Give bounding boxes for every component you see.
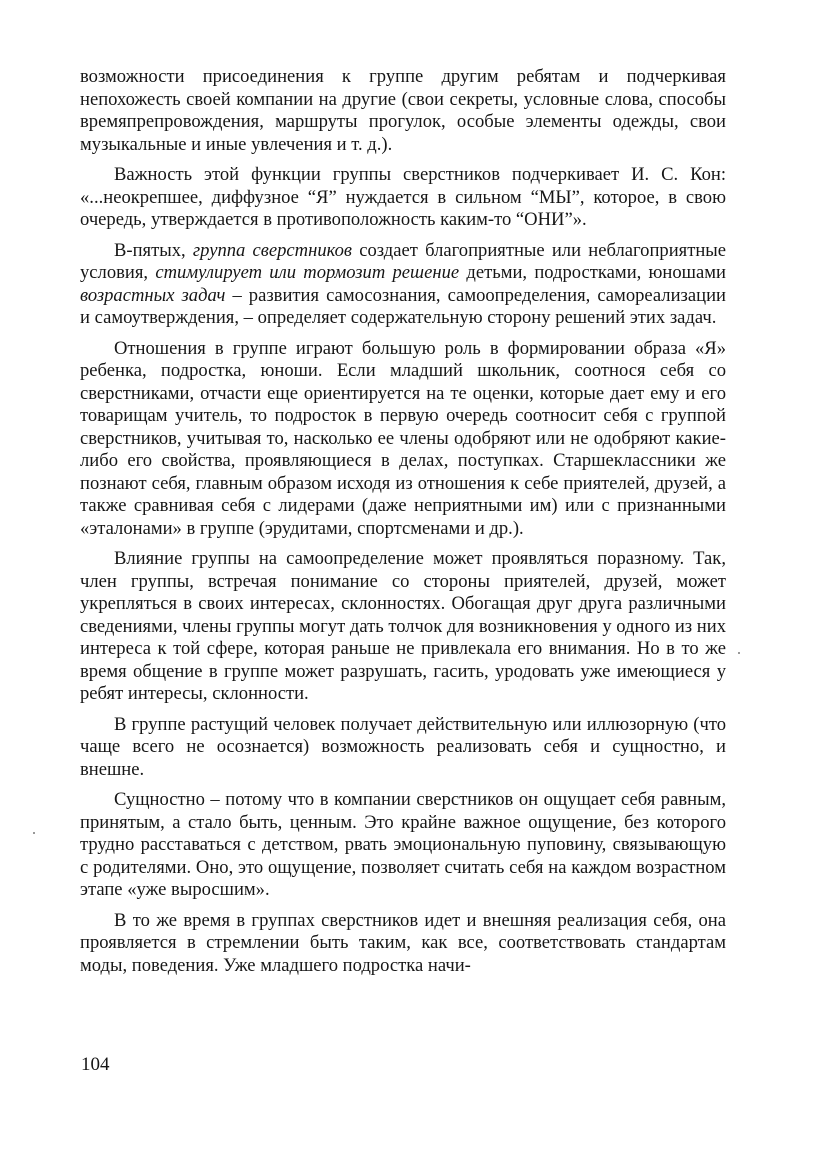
paragraph xyxy=(80,164,726,232)
paragraph xyxy=(80,714,726,782)
page-text xyxy=(80,66,726,977)
paragraph xyxy=(80,240,726,330)
text-run: возможности присоединения к группе другим ребятам и подчеркивая непохожесть своей компании на другие (свои секреты, условные слова, способы времяпрепровождения, маршруты прогулок, особые элементы одежды, свои музыкальные и иные увлечения и т. д.). xyxy=(80,66,726,155)
text-run: В группе растущий человек получает действительную или иллюзорную (что чаще всего не осознается) возможность реализовать себя и сущностно, и внешне. xyxy=(80,713,726,780)
text-run: детьми, подростками, юношами xyxy=(459,262,726,283)
paragraph xyxy=(80,66,726,156)
paragraph xyxy=(80,910,726,978)
italic-phrase: группа сверстников xyxy=(192,239,352,261)
paragraph xyxy=(80,338,726,541)
text-run: Сущностно – потому что в компании сверстников он ощущает себя равным, принятым, а стало быть, ценным. Это крайне важное ощущение, без которого трудно расставаться с детством, рвать эмоциональную пуповину, связывающую с родителями. Оно, это ощущение, позволяет считать себя на каждом возрастном этапе «уже выросшим». xyxy=(80,789,726,900)
italic-phrase: стимулирует или тормозит решение xyxy=(155,262,460,283)
text-run: – развития самосознания, самоопределения, самореализации и самоутверждения, – определяет содержательную сторону решений этих задач. xyxy=(80,284,726,328)
italic-phrase: возрастных задач xyxy=(80,284,226,306)
paragraph xyxy=(80,548,726,706)
text-run: В то же время в группах сверстников идет и внешняя реализация себя, она проявляется в стремлении быть таким, как все, соответствовать стандартам моды, поведения. Уже младшего подростка начи- xyxy=(80,909,726,976)
text-run: Важность этой функции группы сверстников подчеркивает И. С. Кон: «...неокрепшее, диффузное “Я” нуждается в сильном “МЫ”, которое, в свою очередь, утверждается в противоположность каким-то “ОНИ”». xyxy=(80,164,726,230)
text-run: Влияние группы на самоопределение может проявляться поразному. Так, член группы, встречая понимание со стороны приятелей, друзей, может укрепляться в своих интересах, склонностях. Обогащая друг друга различными сведениями, члены группы могут дать толчок для возникновения у одного из них интереса к той сфере, которая раньше не привлекала его внимания. Но в то же время общение в группе может разрушать, гасить, уродовать уже имеющиеся у ребят интересы, склонности. xyxy=(80,548,726,704)
page-number: 104 xyxy=(81,1054,110,1075)
scan-speck xyxy=(33,832,35,834)
text-run: создает благоприятные или неблагоприятные условия, xyxy=(80,239,727,283)
scan-speck xyxy=(738,652,740,654)
text-run: В-пятых, xyxy=(114,239,193,261)
paragraph xyxy=(80,789,726,902)
text-run: Отношения в группе играют большую роль в формировании образа «Я» ребенка, подростка, юноши. Если младший школьник, соотнося себя со сверстниками, отчасти еще ориентируется на те оценки, которые дает ему и его товарищам учитель, то подросток в первую очередь соотносит себя с группой сверстников, учитывая то, насколько ее члены одобряют или не одобряют какие-либо его свойства, проявляющиеся в делах, поступках. Старшеклассники же познают себя, главным образом исходя из отношения к себе приятелей, друзей, а также сравнивая себя с лидерами (даже неприятными им) или с признанными «эталонами» в группе (эрудитами, спортсменами и др.). xyxy=(80,337,726,539)
